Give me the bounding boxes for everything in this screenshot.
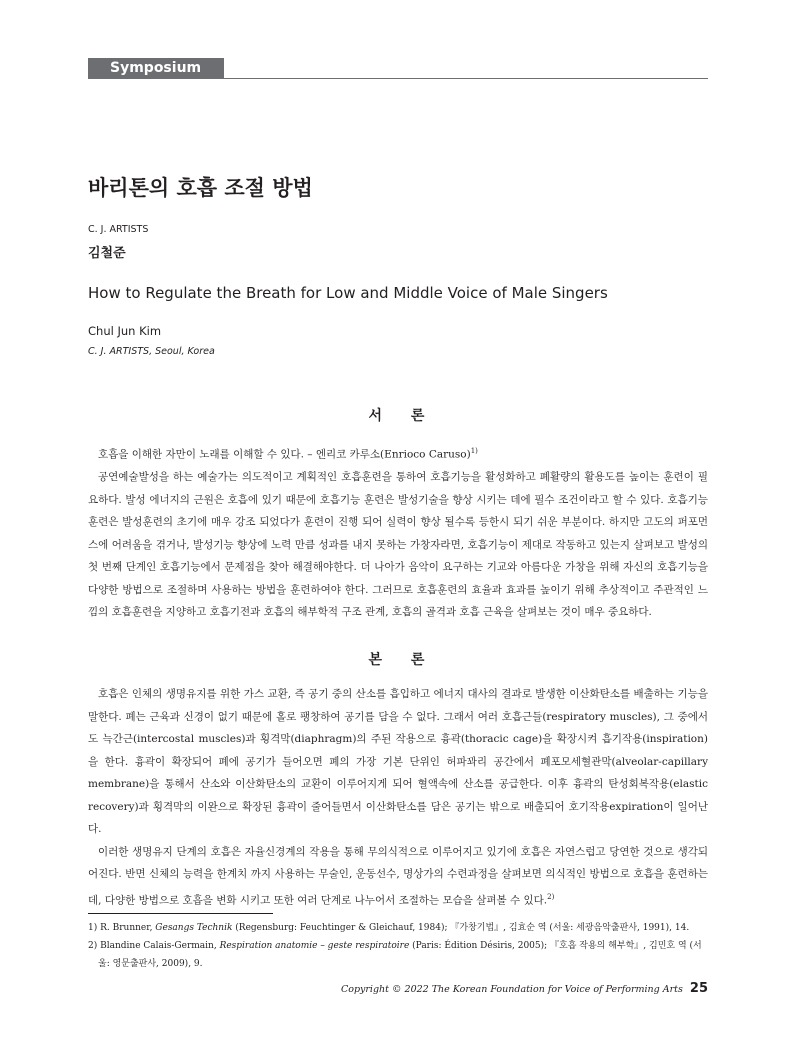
intro-paragraph: 공연예술발성을 하는 예술가는 의도적이고 계획적인 호흡훈련을 통하여 호흡기능을 활성화하고 폐활량의 활용도를 높이는 훈련이 필요하다. 발성 에너지의 근원은 호흡에 있기 때문에 호흡기능 훈련은 발성기술을 향상 시키는 데에 필수 조건이라고 할 수 있다. 호흡기능 훈련은 발성훈련의 초기에 매우 강조 되었다가 훈련이 진행 되어 실력이 향상 될수록 등한시 되기 쉬운 부분이다. 하지만 고도의 퍼포먼스에 어려움을 겪거나, 발성기능 향상에 노력 만큼 성과를 내지 못하는 가창자라면, 호흡기능이 제대로 작동하고 있는지 살펴보고 발성의 첫 번째 단계인 호흡기능에서 문제점을 찾아 해결해야한다. 더 나아가 음악이 요구하는 기교와 아름다운 가창을 위해 자신의 호흡기능을 다양한 방법으로 조절하며 사용하는 방법을 훈련하여야 한다. 그러므로 호흡훈련의 효율과 효과를 높이기 위해 추상적이고 주관적인 느낌의 호흡훈련을 지양하고 호흡기전과 호흡의 해부학적 구조 관계, 호흡의 골격과 호흡 근육을 살펴보는 것이 매우 중요하다. [88,471,708,618]
main-heading: 본 론 [368,652,425,668]
footnote-number: 1) [88,923,98,933]
main-paragraph-1: 호흡은 인체의 생명유지를 위한 가스 교환, 즉 공기 중의 산소를 흡입하고 에너지 대사의 결과로 발생한 이산화탄소를 배출하는 기능을 말한다. 폐는 근육과 신경이 없기 때문에 홀로 팽창하여 공기를 담을 수 없다. 그래서 여러 호흡근들(respiratory muscles), 그 중에서도 늑간근(intercostal muscles)과 횡격막(diaphragm)의 주된 작용으로 흉곽(thoracic cage)을 확장시켜 흡기작용(inspiration)을 한다. 흉곽이 확장되어 폐에 공기가 들어오면 폐의 가장 기본 단위인 허파꽈리 공간에서 폐포모세혈관막(alveolar-capillary membrane)을 통해서 산소와 이산화탄소의 교환이 이루어지게 되어 혈액속에 산소를 공급한다. 이후 흉곽의 탄성회복작용(elastic recovery)과 횡격막의 이완으로 확장된 흉곽이 줄어들면서 이산화탄소를 담은 공기는 밖으로 배출되어 호기작용expiration이 일어난다. [88,688,708,835]
author-korean: 김철준 [88,246,126,261]
footnotes [88,919,708,973]
footnote-ref-2: 2) [547,892,555,901]
footnote-text: (Paris: Édition Désiris, 2005); 『호흡 작용의 해부학』, 김민호 역 (서울: 영문출판사, 2009), 9. [98,941,702,969]
section-tab: Symposium [88,58,224,79]
main-section [88,683,708,912]
intro-quote-text: 호흡을 이해한 자만이 노래를 이해할 수 있다. – 엔리코 카루소(Enrioco Caruso) [98,448,471,461]
intro-quote [88,440,708,466]
footnote-text: R. Brunner, [100,923,156,933]
page-number: 25 [689,981,708,996]
main-paragraph-2-text: 이러한 생명유지 단계의 호흡은 자율신경계의 작용을 통해 무의식적으로 이루어지고 있기에 호흡은 자연스럽고 당연한 것으로 생각되어진다. 반면 신체의 능력을 한계치 까지 사용하는 무술인, 운동선수, 명상가의 수련과정을 살펴보면 의식적인 방법으로 호흡을 훈련하는데, 다양한 방법으로 호흡을 변화 시키고 또한 여러 단계로 나누어서 조절하는 모습을 살펴볼 수 있다. [88,845,708,906]
copyright-text: Copyright © 2022 The Korean Foundation for Voice of Performing Arts [340,984,683,995]
intro-heading: 서 론 [368,408,425,424]
intro-section [88,440,708,624]
footnote-ref-1: 1) [470,447,478,455]
affiliation-korean: C. J. ARTISTS [88,224,149,235]
footnote-number: 2) [88,941,98,951]
footnote-text: (Regensburg: Feuchtinger & Gleichauf, 1984); 『가창기법』, 김효순 역 (서울: 세광음악출판사, 1991), 14. [232,923,690,933]
footnote-title: Respiration anatomie – geste respiratoire [219,941,410,951]
main-paragraph-2 [88,841,708,912]
author-english: Chul Jun Kim [88,324,162,338]
footnote-title: Gesangs Technik [155,923,233,933]
footnote-rule [88,913,273,914]
footnote-2 [88,937,708,973]
header-rule [224,78,708,79]
footnote-1 [88,919,708,937]
footnote-text: Blandine Calais-Germain, [100,941,220,951]
page-footer [341,981,708,996]
title-korean: 바리톤의 호흡 조절 방법 [88,176,313,200]
title-english: How to Regulate the Breath for Low and Middle Voice of Male Singers [88,284,608,302]
affiliation-english: C. J. ARTISTS, Seoul, Korea [88,346,215,357]
